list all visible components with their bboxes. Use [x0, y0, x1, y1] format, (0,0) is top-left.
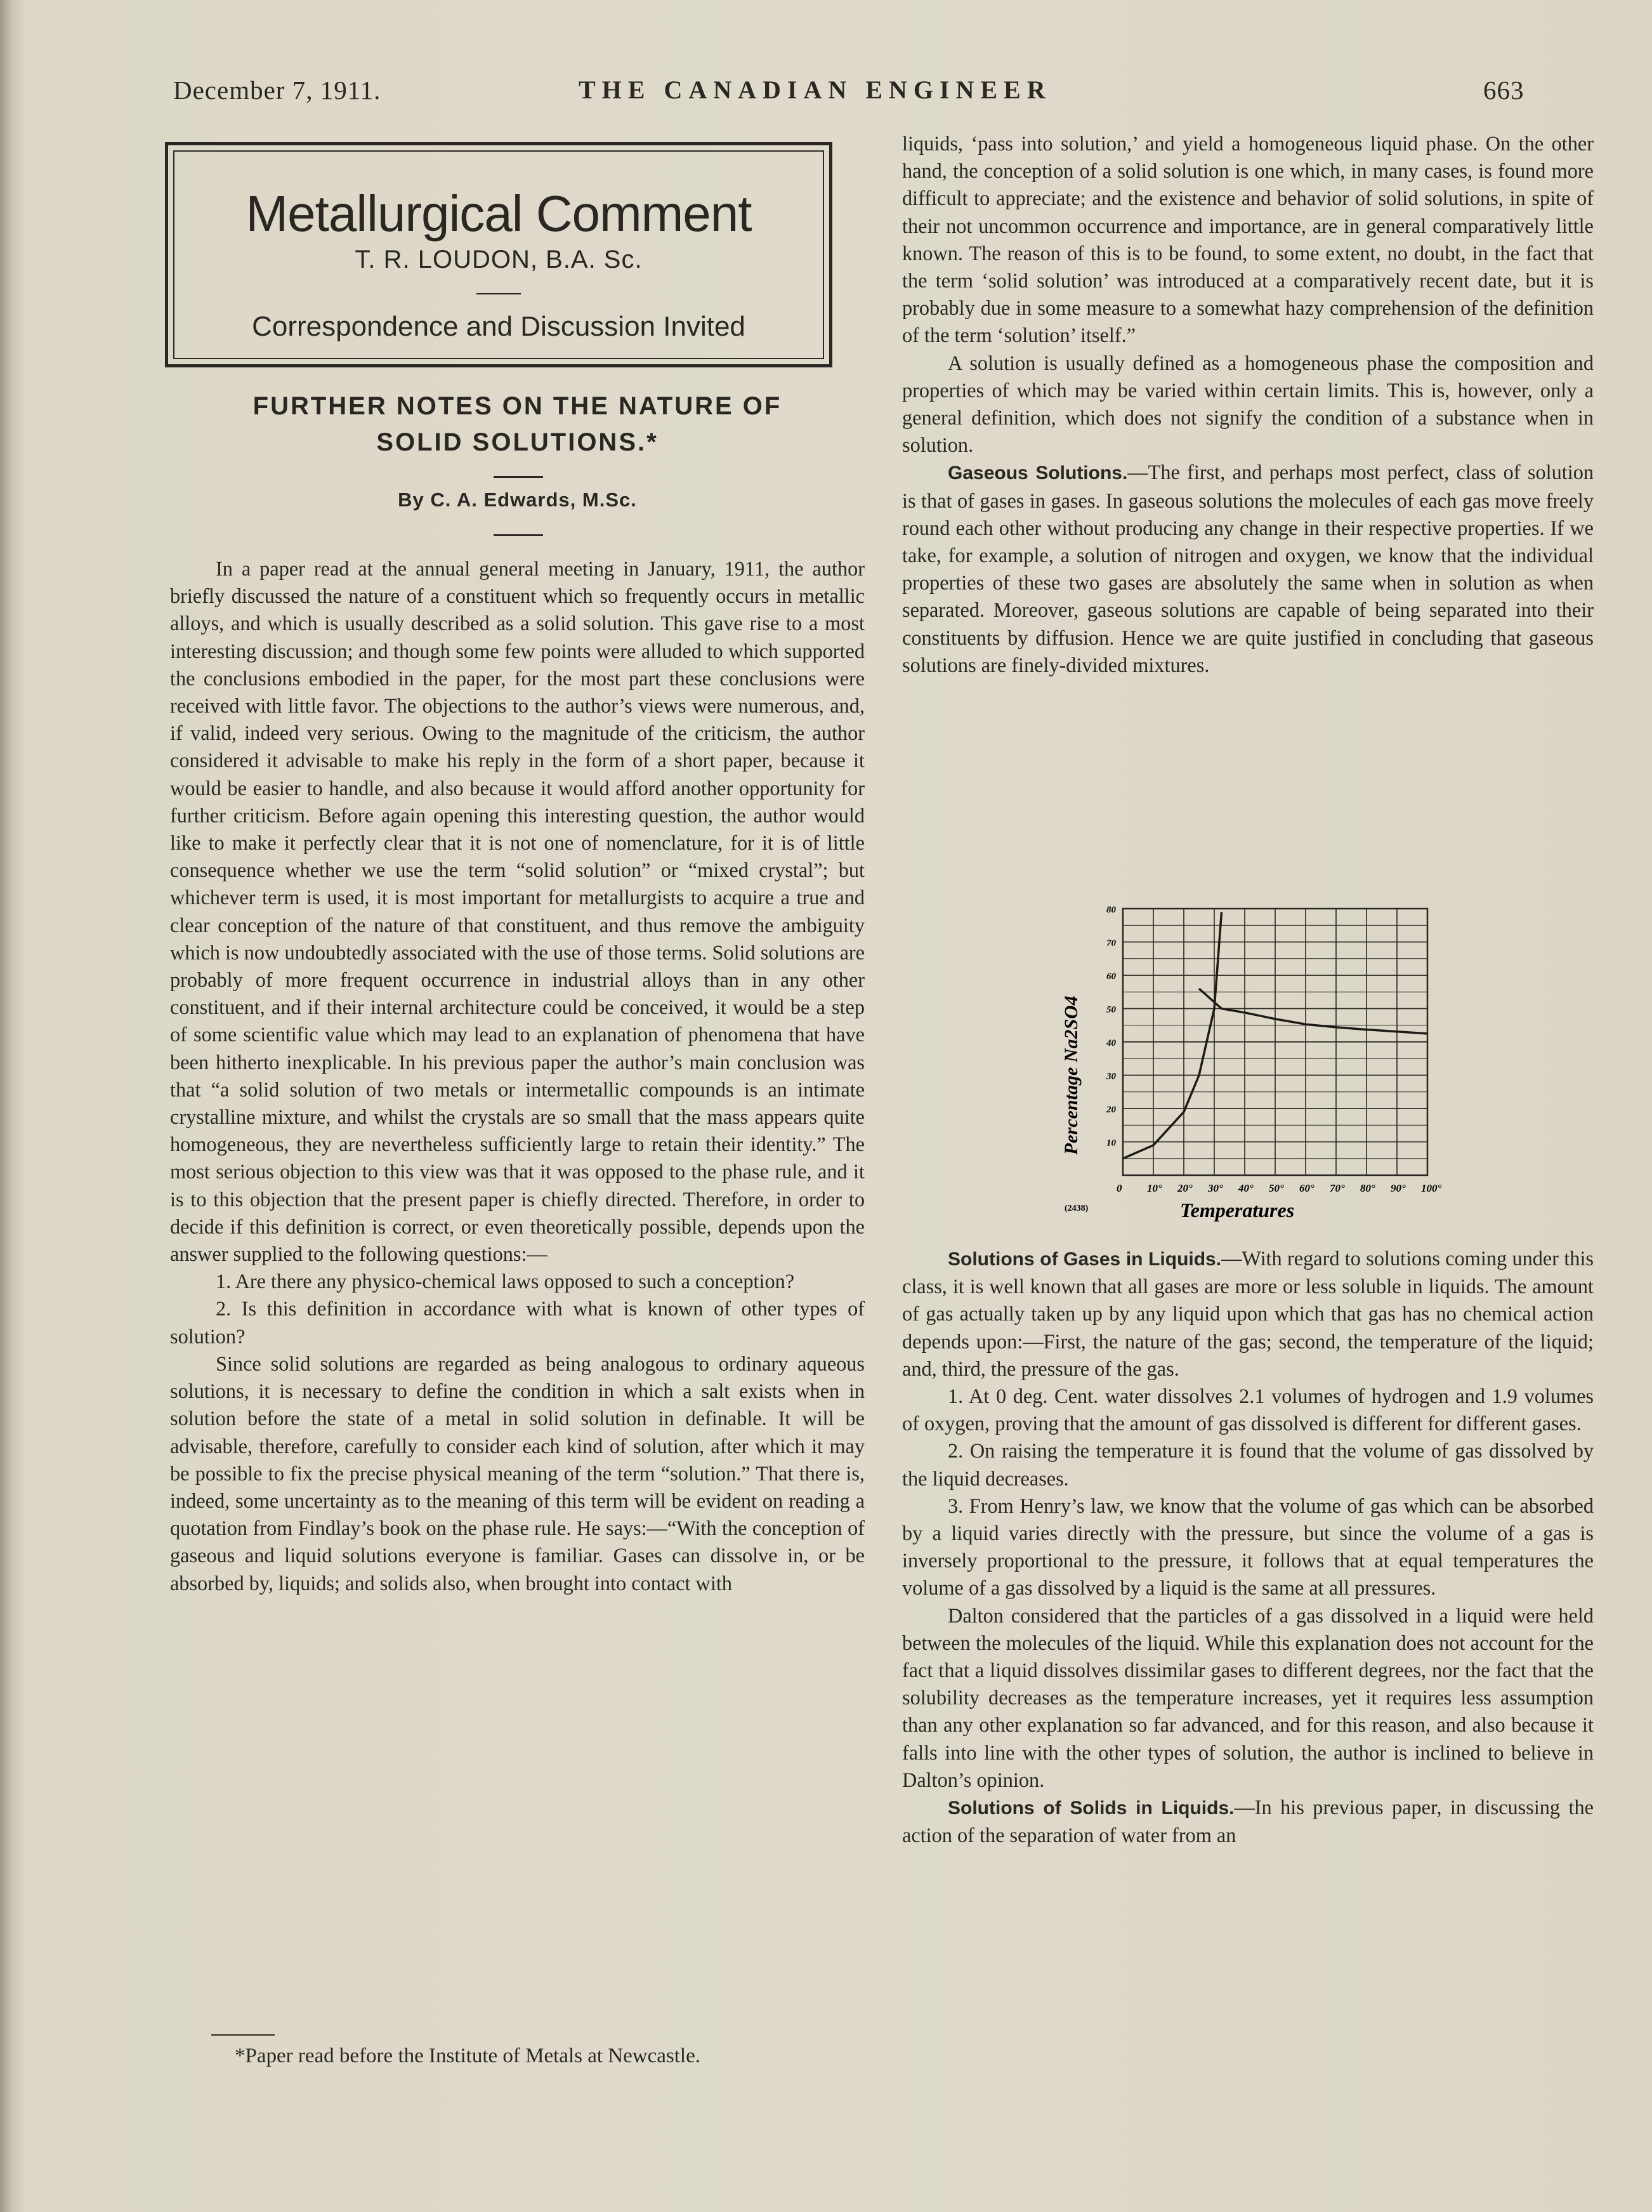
article-title	[170, 388, 865, 461]
banner-title: Metallurgical Comment	[246, 185, 752, 242]
paragraph: liquids, ‘pass into solution,’ and yield a homogeneous liquid phase. On the other hand, the conception of a solid solution is one which, in many cases, is found more difficult to appreciate; and the existence and behavior of solid solutions, in spite of their not uncommon occurrence and importance, are in general comparatively little known. The reason of this is to be found, to some extent, no doubt, in the fact that the term ‘solid solution’ was introduced at a comparatively recent date, but it is probably due in some measure to a somewhat hazy comprehension of the definition of the term ‘solution’ itself.”	[902, 132, 1594, 347]
y-tick-label: 60	[1106, 971, 1116, 982]
paragraph-text: —The first, and perhaps most perfect, class of solution is that of gases in gases. In gaseous solutions the molecules of each gas move freely round each other without producing any change in their respective properties. If we take, for example, a solution of nitrogen and oxygen, we know that the individual properties of these two gases are absolutely the same when in solution as when separated. Moreover, gaseous solutions are capable of being separated into their constituents by diffusion. Hence we are quite justified in concluding that gaseous solutions are finely-divided mixtures.	[902, 461, 1594, 676]
x-tick-label: 60°	[1299, 1182, 1314, 1194]
paragraph: 1. At 0 deg. Cent. water dissolves 2.1 volumes of hydrogen and 1.9 volumes of oxygen, proving that the amount of gas dissolved is different for different gases.	[902, 1385, 1594, 1435]
paragraph: 1. Are there any physico-chemical laws opposed to such a conception?	[216, 1270, 795, 1293]
article-title-line1: FURTHER NOTES ON THE NATURE OF	[252, 392, 782, 420]
chart-series-line	[1123, 912, 1222, 1159]
chart-y-label: Percentage Na2SO4	[1061, 996, 1082, 1155]
x-tick-label: 40°	[1238, 1182, 1254, 1194]
footnote: *Paper read before the Institute of Metals at Newcastle.	[235, 2044, 700, 2067]
footnote-divider	[211, 2034, 275, 2036]
x-tick-label: 90°	[1391, 1182, 1406, 1194]
paragraph-text: —In his previous paper, in discussing the action of the separation of water from an	[902, 1796, 1594, 1847]
run-in-heading: Solutions of Solids in Liquids.	[948, 1798, 1235, 1819]
x-tick-label: 70°	[1330, 1182, 1345, 1194]
paragraph: Since solid solutions are regarded as being analogous to ordinary aqueous solutions, it is necessary to define the condition in which a salt exists when in solution before the state of a metal in solid solution in definable. It will be advisable, therefore, carefully to consider each kind of solution, after which it may be possible to fix the precise physical meaning of the term “solution.” That there is, indeed, some uncertainty as to the meaning of this term will be evident on reading a quotation from Findlay’s book on the phase rule. He says:—“With the conception of gaseous and liquid solutions everyone is familiar. Gases can dissolve in, or be absorbed by, liquids; and solids also, when brought into contact with	[170, 1352, 865, 1595]
paragraph-text: —With regard to solutions coming under this class, it is well known that all gases are more or less soluble in liquids. The amount of gas actually taken up by any liquid upon which that gas has no chemical action depends upon:—First, the nature of the gas; second, the temperature of the liquid; and, third, the pressure of the gas.	[902, 1247, 1594, 1380]
byline-divider	[494, 534, 543, 536]
banner-author: T. R. LOUDON, B.A. Sc.	[355, 246, 643, 273]
title-divider	[494, 476, 543, 478]
y-tick-label: 30	[1106, 1071, 1116, 1082]
paragraph-gaseous	[902, 459, 1594, 679]
x-tick-label: 30°	[1208, 1182, 1223, 1194]
header-date: December 7, 1911.	[173, 76, 381, 105]
x-tick-label: 50°	[1269, 1182, 1284, 1194]
y-tick-label: 70	[1106, 938, 1116, 949]
chart-grid	[1123, 909, 1427, 1175]
x-tick-label: 100°	[1421, 1182, 1442, 1194]
y-tick-label: 80	[1106, 905, 1116, 915]
chart-figure-number: (2438)	[1065, 1204, 1089, 1213]
x-tick-label: 0	[1117, 1182, 1122, 1194]
solubility-chart	[1053, 901, 1446, 1225]
paragraph: A solution is usually defined as a homogeneous phase the composition and properties of which may be varied within certain limits. This is, however, only a general definition, which does not signify the condition of a substance when in solution.	[902, 351, 1594, 457]
banner-box	[165, 142, 832, 367]
banner-inner	[173, 150, 824, 359]
y-tick-label: 50	[1106, 1004, 1116, 1015]
x-tick-label: 80°	[1360, 1182, 1375, 1194]
paragraph-gases-in-liquids	[902, 1245, 1594, 1383]
banner-divider	[476, 293, 521, 294]
chart-series-line	[1199, 989, 1427, 1034]
paragraph: In a paper read at the annual general meeting in January, 1911, the author briefly discussed the nature of a constituent which so frequently occurs in metallic alloys, and which is usually described as a solid solution. This gave rise to a most interesting discussion; and though some few points were alluded to which supported the conclusions embodied in the paper, for the most part these conclusions were received with little favor. The objections to the author’s views were numerous, and, if valid, indeed very serious. Owing to the magnitude of the criticism, the author considered it advisable to make his reply in the form of a short paper, because it would be easier to handle, and also because it would afford another opportunity for further criticism. Before again opening this interesting question, the author would like to make it perfectly clear that it is not one of nomenclature, for it is of little consequence whether we use the term “solid solution” or “mixed crystal”; but whichever term is used, it is most important for metallurgists to acquire a true and clear conception of the nature of that constituent, and thus remove the ambiguity which is now undoubtedly associated with the use of those terms. Solid solutions are probably of more frequent occurrence in industrial alloys than in any other constituent, and if their internal architecture could be conceived, it would be a step of some scientific value which may lead to an explanation of phenomena that have been hitherto inexplicable. In his previous paper the author’s main conclusion was that “a solid solution of two metals or intermetallic compounds is an intimate crystalline mixture, and whilst the crystals are so small that the mass appears quite homogeneous, they are nevertheless sufficiently large to retain their identity.” The most serious objection to this view was that it was opposed to the phase rule, and it is to this objection that the present paper is chiefly directed. Therefore, in order to decide if this definition is correct, or even theoretically possible, depends upon the answer supplied to the following questions:—	[170, 557, 865, 1266]
y-tick-label: 10	[1106, 1138, 1116, 1149]
paragraph-solids-in-liquids	[902, 1794, 1594, 1849]
banner-subtitle: Correspondence and Discussion Invited	[252, 311, 745, 342]
right-column-body-top	[902, 130, 1594, 679]
run-in-heading: Gaseous Solutions.	[948, 463, 1128, 484]
run-in-heading: Solutions of Gases in Liquids.	[948, 1249, 1222, 1270]
chart-x-label: Temperatures	[1180, 1199, 1295, 1221]
article-title-line2: SOLID SOLUTIONS.*	[376, 428, 659, 456]
x-tick-label: 10°	[1147, 1182, 1162, 1194]
paragraph: 3. From Henry’s law, we know that the volume of gas which can be absorbed by a liquid varies directly with the pressure, but since the volume of a gas is inversely proportional to the pressure, it follows that at equal temperatures the volume of a gas dissolved by a liquid is the same at all pressures.	[902, 1494, 1594, 1600]
y-tick-label: 40	[1106, 1038, 1116, 1048]
header-page-number: 663	[1483, 76, 1524, 105]
chart-x-ticks	[1117, 1182, 1442, 1194]
right-column-body-bottom	[902, 1245, 1594, 1849]
y-tick-label: 20	[1106, 1105, 1116, 1115]
left-column-body	[170, 555, 865, 1597]
paragraph: 2. Is this definition in accordance with what is known of other types of solution?	[170, 1297, 865, 1348]
article-byline: By C. A. Edwards, M.Sc.	[398, 489, 637, 511]
x-tick-label: 20°	[1177, 1182, 1193, 1194]
paragraph: Dalton considered that the particles of a gas dissolved in a liquid were held between the molecules of the liquid. While this explanation does not account for the fact that a liquid dissolves dissimilar gases to different degrees, nor the fact that the solubility decreases as the temperature increases, yet it requires less assumption than any other explanation so far advanced, and for this reason, and also because it falls into line with the other types of solution, the author is inclined to believe in Dalton’s opinion.	[902, 1603, 1594, 1791]
paragraph: 2. On raising the temperature it is found that the volume of gas dissolved by the liquid decreases.	[902, 1439, 1594, 1490]
header-title: THE CANADIAN ENGINEER	[579, 76, 1052, 104]
chart-y-ticks	[1106, 905, 1117, 1149]
